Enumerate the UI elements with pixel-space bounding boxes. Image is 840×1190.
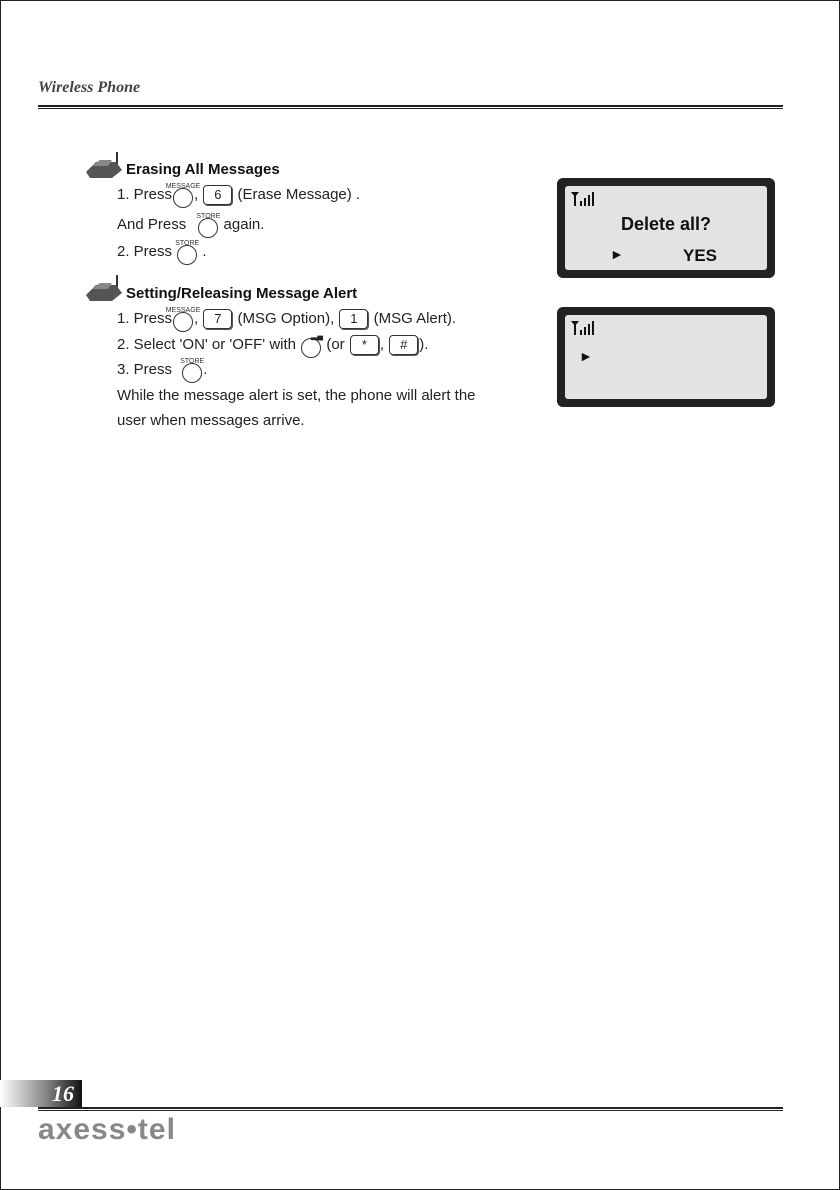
store-button[interactable]: STORE [182,363,202,383]
key-star[interactable]: * [350,335,379,355]
store-button[interactable]: STORE [198,218,218,238]
step-erase-1: 1. Press MESSAGE , 6 (Erase Message) . [117,185,360,205]
brand-logo: axess•tel [38,1113,176,1146]
desk-phone-icon [84,150,124,180]
message-button[interactable]: MESSAGE [173,188,193,208]
header-rule [38,105,783,109]
page-number: 16 [52,1081,74,1106]
lcd-message: Delete all? [620,214,712,234]
signal-strength-icon [570,320,598,336]
key-1[interactable]: 1 [339,309,368,329]
step-erase-1b: And Press STORE again. [117,215,264,235]
lcd-cursor-arrow: ► [610,246,624,262]
key-hash[interactable]: # [389,335,418,355]
section-title-alert: Setting/Releasing Message Alert [126,285,358,302]
section-title-erase: Erasing All Messages [126,161,280,178]
step-alert-1: 1. Press MESSAGE , 7 (MSG Option), 1 (MSG Alert). [117,309,456,329]
lcd-screen-delete [557,178,775,278]
desk-phone-icon [84,273,124,303]
alert-note-line-1: While the message alert is set, the phone will alert the [117,387,476,404]
step-alert-3: 3. Press STORE . [117,360,207,380]
step-alert-2: 2. Select 'ON' or 'OFF' with ▂▄ (or * , # ). [117,335,428,355]
lcd-option: YES [683,246,718,265]
signal-strength-icon [570,191,598,207]
lcd-cursor-arrow: ► [579,348,593,364]
alert-note-line-2: user when messages arrive. [117,412,305,429]
step-erase-2: 2. Press STORE . [117,242,207,262]
message-button[interactable]: MESSAGE [173,312,193,332]
running-title: Wireless Phone [38,79,141,96]
key-6[interactable]: 6 [203,185,232,205]
footer-rule [38,1107,783,1111]
lcd-screen-alert [557,307,775,407]
signal-bars-icon: ▂▄ [311,331,323,341]
store-button[interactable]: STORE [177,245,197,265]
key-7[interactable]: 7 [203,309,232,329]
